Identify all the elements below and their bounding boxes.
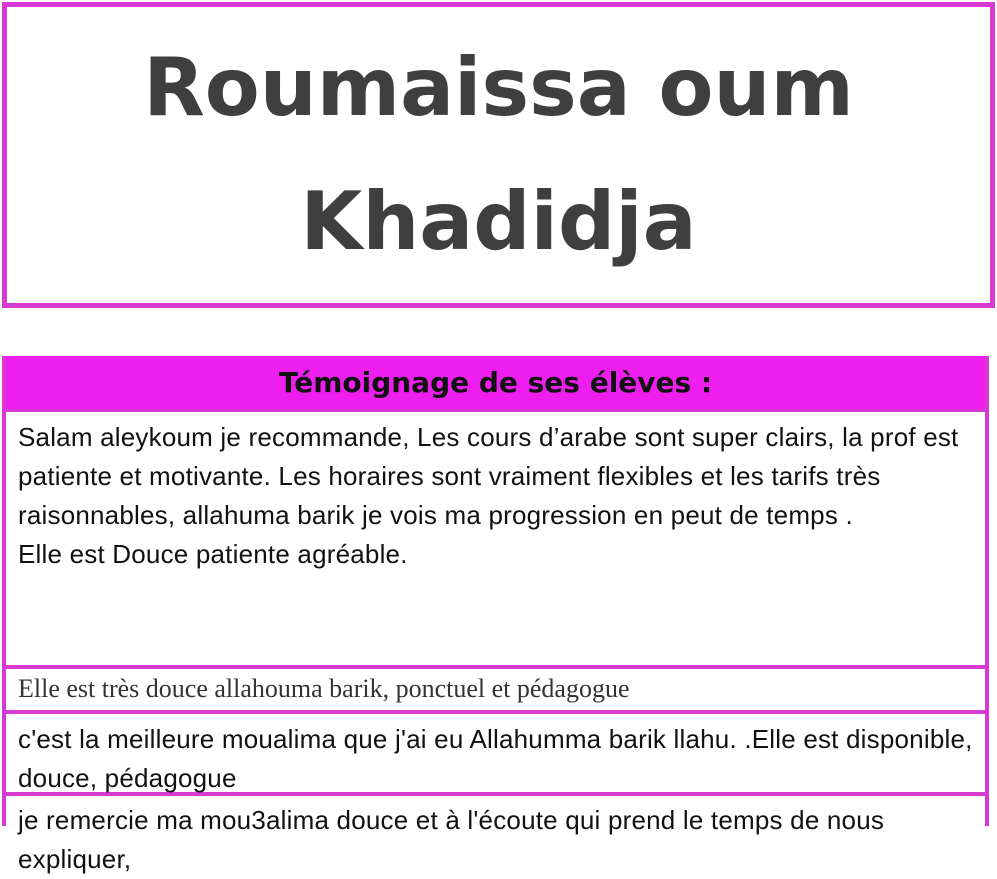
testimonial-text: Elle est très douce allahouma barik, ponctuel et pédagogue — [18, 674, 630, 703]
title-box — [2, 2, 995, 308]
testimonials-header — [6, 356, 985, 409]
testimonial-text: c'est la meilleure moualima que j'ai eu Allahumma barik llahu. .Elle est disponible, douce, pédagogue — [18, 724, 973, 793]
testimonial-text: je remercie ma mou3alima douce et à l'écoute qui prend le temps de nous expliquer, — [18, 805, 885, 874]
testimonial-text: Salam aleykoum je recommande, Les cours d’arabe sont super clairs, la prof est patiente et motivante. Les horaires sont vraiment flexibles et les tarifs très raisonnables, allahuma barik je vois ma progression en peut de temps . — [18, 422, 959, 530]
page-title: Roumaissa oum Khadidja — [143, 41, 854, 268]
testimonial-text: Elle est Douce patiente agréable. — [18, 539, 408, 569]
testimonial-row — [6, 714, 985, 792]
testimonial-row — [6, 796, 985, 874]
testimonials-header-label: Témoignage de ses élèves : — [278, 366, 713, 399]
testimonial-row — [6, 669, 985, 710]
testimonials-table — [2, 356, 989, 874]
testimonial-row — [6, 412, 985, 665]
